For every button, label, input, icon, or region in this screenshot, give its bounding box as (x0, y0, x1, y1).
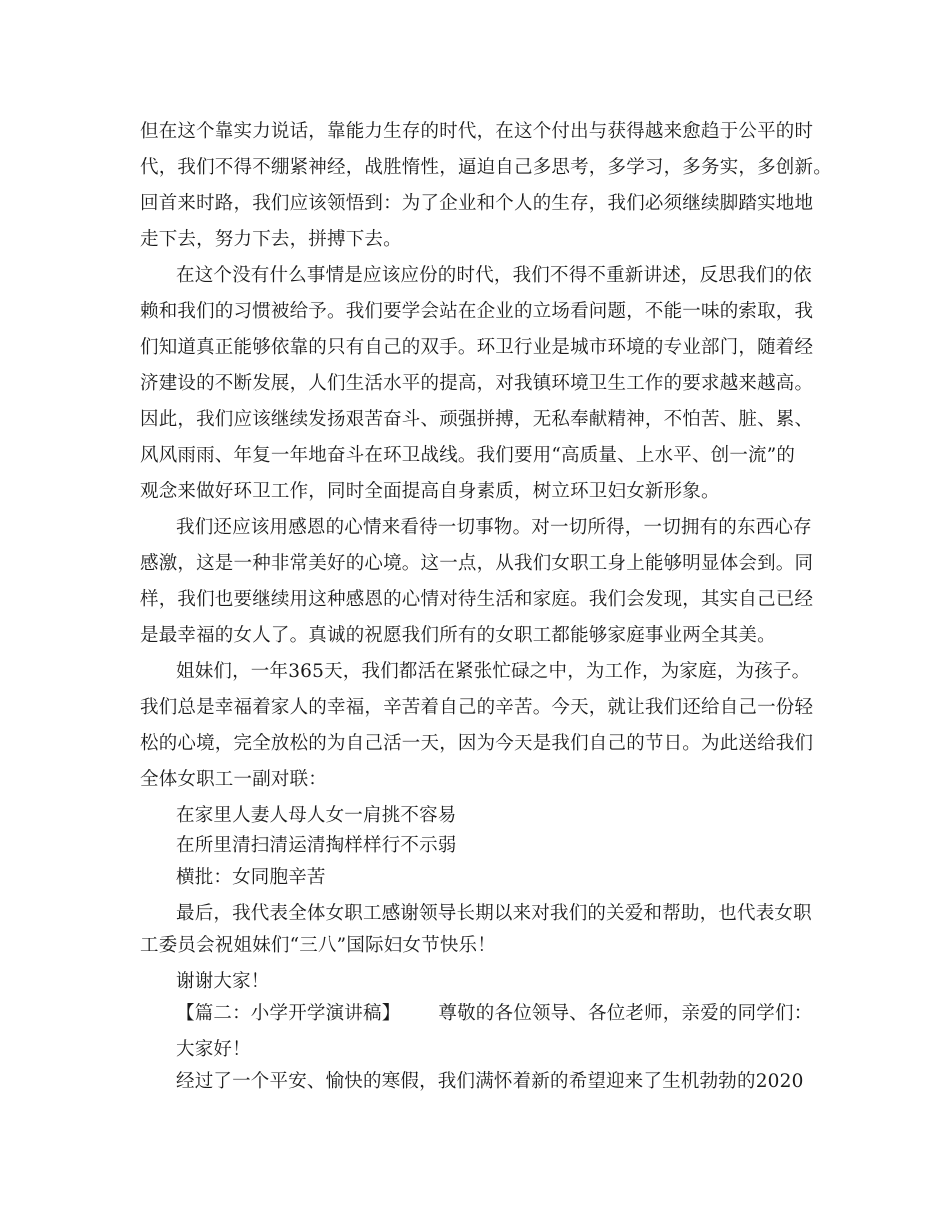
closing-line: 谢谢大家！ (176, 971, 270, 992)
couplet-horizontal-scroll: 横批：女同胞辛苦 (176, 867, 326, 888)
paragraph-line: 风风雨雨、年复一年地奋斗在环卫战线。我们要用“高质量、上水平、创一流”的 (140, 445, 796, 466)
salutation: 尊敬的各位领导、各位老师，亲爱的同学们： (438, 1003, 813, 1024)
paragraph-line: 工委员会祝姐妹们“三八”国际妇女节快乐！ (140, 935, 496, 956)
paragraph-line: 因此，我们应该继续发扬艰苦奋斗、顽强拼搏，无私奉献精神，不怕苦、脏、累、 (140, 409, 814, 430)
paragraph-line: 赖和我们的习惯被给予。我们要学会站在企业的立场看问题，不能一味的索取，我 (140, 301, 814, 322)
paragraph-line: 代，我们不得不绷紧神经，战胜惰性，逼迫自己多思考，多学习，多务实，多创新。 (140, 157, 832, 178)
paragraph-line: 们知道真正能够依靠的只有自己的双手。环卫行业是城市环境的专业部门，随着经 (140, 337, 814, 358)
paragraph-line: 回首来时路，我们应该领悟到：为了企业和个人的生存，我们必须继续脚踏实地地 (140, 193, 814, 214)
paragraph-line: 姐妹们，一年365天，我们都活在紧张忙碌之中，为工作，为家庭，为孩子。 (176, 661, 811, 682)
paragraph-line: 济建设的不断发展，人们生活水平的提高，对我镇环境卫生工作的要求越来越高。 (140, 373, 814, 394)
section-heading-line (176, 997, 812, 1031)
section-heading: 【篇二：小学开学演讲稿】 (176, 1003, 401, 1024)
couplet-line: 在家里人妻人母人女一肩挑不容易 (176, 805, 457, 826)
paragraph-line: 是最幸福的女人了。真诚的祝愿我们所有的女职工都能够家庭事业两全其美。 (140, 625, 776, 646)
paragraph-line: 最后，我代表全体女职工感谢领导长期以来对我们的关爱和帮助，也代表女职 (176, 903, 812, 924)
paragraph-line: 全体女职工一副对联： (140, 769, 328, 790)
paragraph-line: 在这个没有什么事情是应该应份的时代，我们不得不重新讲述，反思我们的依 (176, 265, 812, 286)
greeting-line: 大家好！ (176, 1039, 251, 1060)
paragraph-line: 走下去，努力下去，拼搏下去。 (140, 229, 402, 250)
paragraph-line: 样，我们也要继续用这种感恩的心情对待生活和家庭。我们会发现，其实自己已经 (140, 589, 814, 610)
paragraph-line: 观念来做好环卫工作，同时全面提高自身素质，树立环卫妇女新形象。 (140, 481, 720, 502)
paragraph-line: 经过了一个平安、愉快的寒假，我们满怀着新的希望迎来了生机勃勃的2020 (176, 1071, 804, 1092)
paragraph-line: 松的心境，完全放松的为自己活一天，因为今天是我们自己的节日。为此送给我们 (140, 733, 814, 754)
paragraph-line: 感激，这是一种非常美好的心境。这一点，从我们女职工身上能够明显体会到。同 (140, 553, 814, 574)
paragraph-line: 我们还应该用感恩的心情来看待一切事物。对一切所得，一切拥有的东西心存 (176, 517, 812, 538)
couplet-line: 在所里清扫清运清掏样样行不示弱 (176, 835, 457, 856)
paragraph-line: 但在这个靠实力说话，靠能力生存的时代，在这个付出与获得越来愈趋于公平的时 (140, 121, 814, 142)
paragraph-line: 我们总是幸福着家人的幸福，辛苦着自己的辛苦。今天，就让我们还给自己一份轻 (140, 697, 814, 718)
